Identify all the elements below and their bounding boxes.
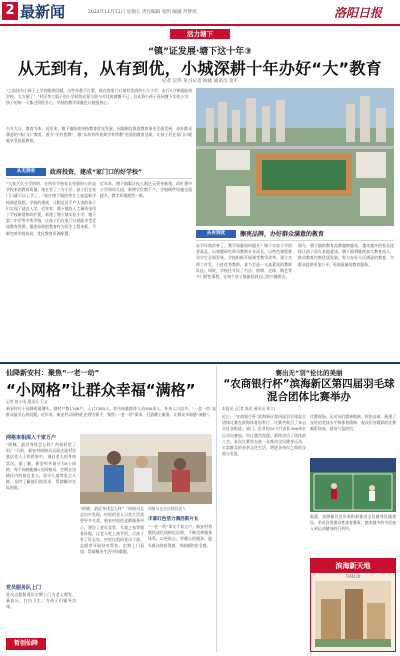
subsection-1-body: “大家久久小学的时，在所有学校家长里最担心的是学校来的教育质量。现在有了三方小学，孩子们在家门口就可以上学了。”家住塘下镇的李女士说起新学校满是欣慰。学校的建成，让附近近千户人家的孩子们实现了就近入学。近年来，塘下镇投入大量资金用于学校新建和改扩建，新建了塘下镇实验小学、塘下第二中学等多所学校，让孩子们在家门口就能享受优质教育资源。镇里始终把教育作为民生工程来抓，不断完善学校布局，优化教育资源配置。 [6,181,96,236]
left-byline: 记者 陈小雨 通讯员 王文 [6,399,48,404]
subsection-title-2: 擦亮品牌，办好群众满意的教育 [240,231,325,238]
right-byline: 本报讯 (记者 陈思 通讯员 林立) [222,406,276,411]
aerial-campus-photo [196,88,394,226]
main-lead-2: 百年大计，教育为本。近年来，塘下镇始终坚持教育优先发展，因地制宜推进教育事业全面发展，办好群众满意的“家门口”教育，着力“学有优教”，做“从幼有所育到学有所教”更高的教育品质，让孩子们在家门口就能享受优质教育。 [6,126,192,144]
left-sub3-body: “一老一幼”事关千家万户。新安村将继续深化网格化治理，不断完善服务体系，以更贴心、更暖心的服务，提升群众的获得感、幸福感和安全感。 [148,524,212,548]
main-kicker: “镇”证发展·塘下这十年③ [148,47,252,57]
column-divider [216,366,217,652]
right-body: 近日，“农商银行杯”滨海新区第四届羽毛球混合团体比赛在滨海体育馆举行。比赛共吸引了来自全区各街道、部门、企业的24支代表队300余名运动员参加。经过激烈角逐，最终决出了团体前八名。本次比赛旨在进一步推动全民健身运动，丰富群众的业余文化生活，增进各单位之间的交流与友谊。 [222,414,306,457]
left-sub2-title: 党员服务队上门 [6,585,42,591]
main-headline: 从无到有，从有到优，小城深耕十年办好“大”教育 [18,59,382,78]
subsection-1-body-2: 近年来，塘下镇累计投入数亿元资金新建、改扩建中小学和幼儿园，新增学位数千个，学校硬件设施全面提升，教学环境焕然一新。 [100,181,192,199]
subsection-tag-2: 从有到优 [196,230,236,238]
ad-title: 滨海新天地 [311,559,395,573]
left-sub3-title: 丰富红色活力满活新片长 [148,517,199,522]
main-lead: “之前读书小孩子上学的路途问题，这些年都不打紧。现在的家门口就有优质的公立小学、步行5分钟就能到学校。太方便了！”村民李大姐子的小学时的光景与如今对比时感慨不已。自从将小孩子送到塘下实验小学，孩子的每一天都过得很开心，学校的教学质量也让她很放心。 [6,88,192,106]
page-number: 2 [2,2,18,20]
newspaper-logo: 洛阳日报 [334,6,383,20]
left-sub1-body: “阿姨，最近身体怎么样？药按时吃了吗？”日前，新安村网格员吴丽走进村里独居老人王奶奶家中，询问老人的身体状况。据了解，新安村共划分为8个网格，每个网格配备1名网格员，定期走访辖区内的独居老人、留守儿童等重点人群，及时了解他们的需求，帮助解决实际困难。 [6,442,76,491]
left-mid-body: “阿姨，最近身体怎么样？”网格员在走访中发现，村里的老人日常生活需要更多关爱。新安村依托党群服务中心，建设了老年食堂、儿童之家等服务阵地，让老人吃上热乎饭，让孩子有了好去处。村里还组织党员干部、志愿者开展结对帮扶，定期上门看望，帮助解决生活中的难题。 [80,506,144,555]
section-title: 最新闻 [20,3,66,21]
badminton-match-photo [310,458,396,512]
left-kicker: 仙降新安村：聚焦“一老一幼” [6,369,100,377]
subsection-title-1: 政府投资，建成“家门口的好学校” [50,169,142,176]
subsection-tag-1: 从无到有 [6,168,46,176]
subsection-2-body-2: 如今，塘下镇的教育品牌越擦越亮，越来越多的家长选择让孩子留在本地就读。塘下镇将继续加大教育投入，推动教育均衡优质发展，努力办好人民满意的教育，为群众提供更加公平、更高质量的教育服务。 [298,243,394,267]
issue-meta: 2022年11月11日 星期五 责任编辑 张明 编辑 苏梦瑶 [88,10,197,15]
left-photo-caption: 网格员在走访独居老人 [148,506,186,511]
right-kicker: 赛出无“羽”伦比的美丽 [275,369,343,377]
left-lead: 新安村位于仙降街道塘头，辖村户数1768户，人口7385人，其中困难群体人员500余人，外来人口居多。“一老一幼”是群众最关心的问题。近年来，新安村以网格化治理为抓手，聚焦“一老一幼”需求，打造暖心服务，让群众幸福感“满格”。 [6,406,216,418]
section-banner: 活力塘下 [170,29,230,39]
right-body-2: 比赛现场，运动员们精神饱满，挥拍击球，展现了良好的竞技水平和体育精神。观众们为精彩的比赛喝彩加油，现场气氛热烈。 [310,414,396,432]
ad-subtitle: TIAN DI [345,574,361,579]
ad-building-illustration [315,581,391,647]
right-headline: “农商银行杯”滨海新区第四届羽毛球混合团体比赛举办 [223,378,395,403]
left-sub2-body: 党员志愿服务队定期上门为老人理发、量血压、打扫卫生，为孩子们辅导功课。 [6,592,76,610]
main-byline: 记者 吴伟 见习记者 顾晓 通讯员 余平 [161,79,239,84]
subsection-2-body: 办学环境改善了，教学质量如何提升？塘下实验小学的答案是，以课题研究带动教师专业成长，以特色课程推动学生全面发展。学校积极开展课堂教学改革，建立名师工作室，引进优秀教师，着力打造一支高素质的教师队伍。同时，学校还开设了书法、围棋、足球、陶艺等多门特色课程，让每个孩子都能找到自己的兴趣所在。 [196,243,292,280]
advertisement-box [310,558,396,652]
left-headline: “小网格”让群众幸福“满格” [6,381,196,399]
grid-worker-photo [80,434,212,504]
divider [196,240,394,241]
section-divider [0,362,400,364]
left-sub1-title: 网格来相深入千家万户 [6,435,57,441]
divider [6,178,192,179]
right-body-3: 据悉，滨海新区近年来积极推进全民健身设施建设，举办各类群众性体育赛事，越来越多的市民加入到运动健身的行列中。 [310,514,396,532]
left-footer-tag: 暂创仙降 [6,638,46,650]
